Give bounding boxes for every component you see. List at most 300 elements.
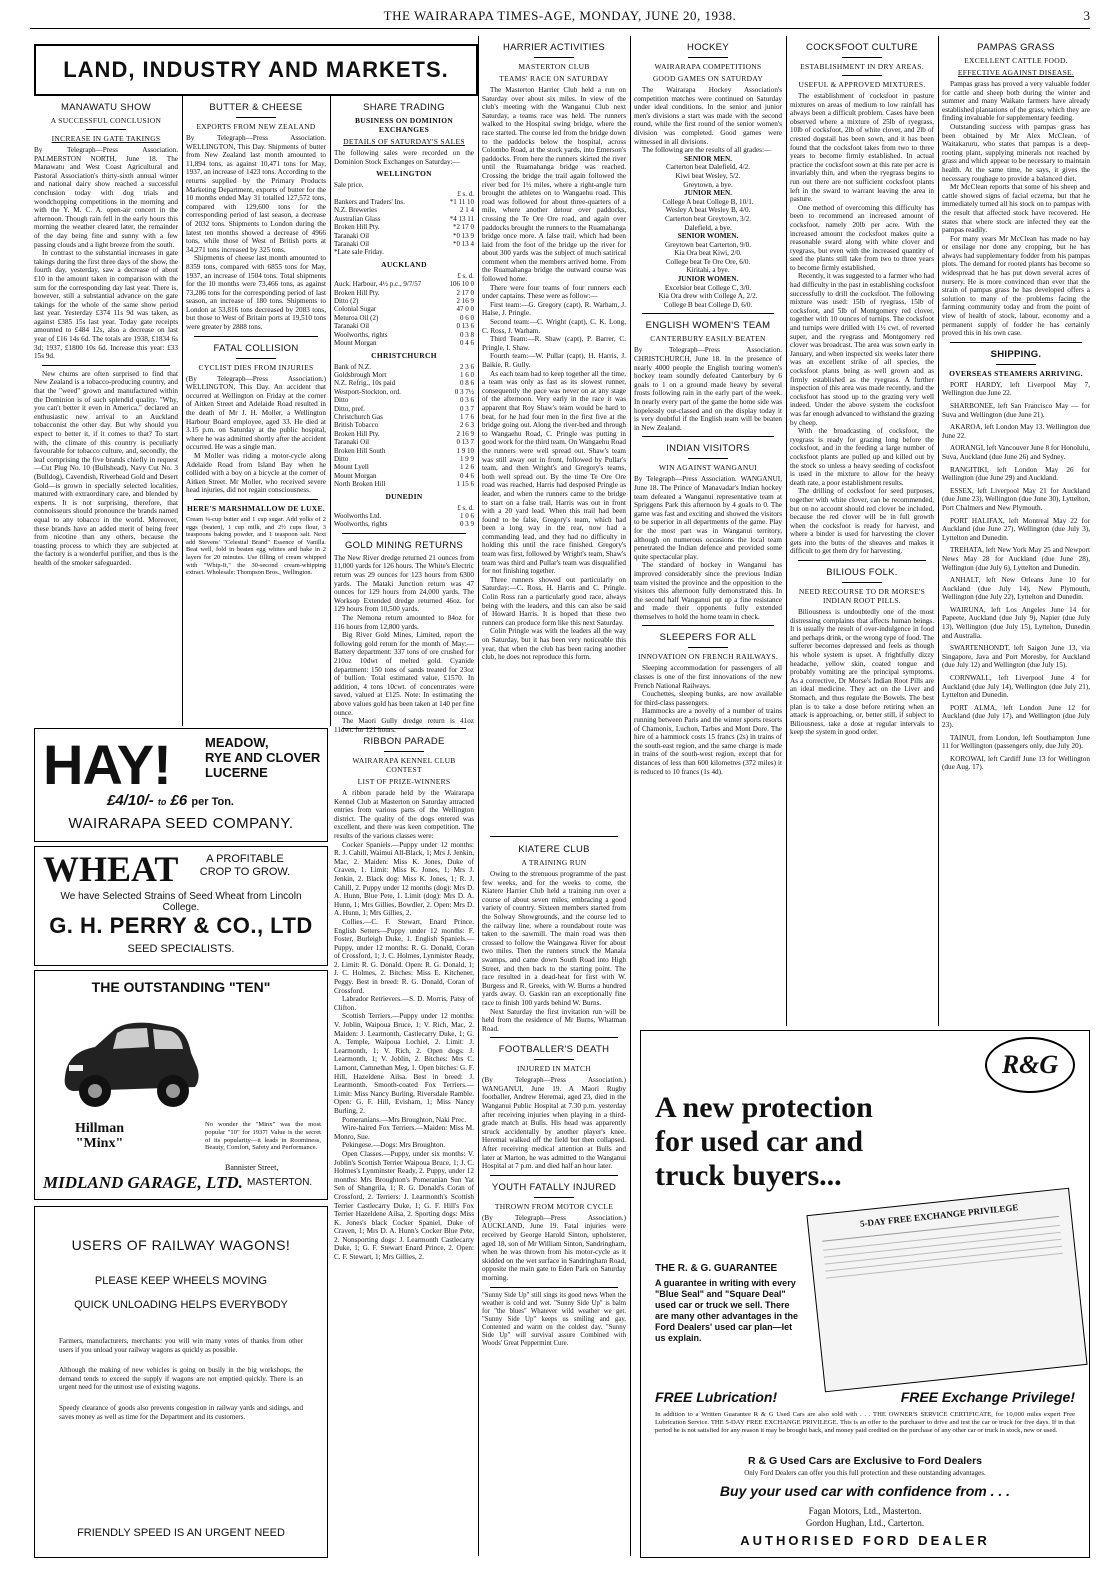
ad-line: A PROFITABLE — [206, 853, 284, 865]
share-price: £ s. d. — [457, 271, 474, 280]
subhead: OVERSEAS STEAMERS ARRIVING. — [949, 368, 1083, 378]
headline-line: truck buyers... — [655, 1159, 842, 1192]
share-table-dunedin — [334, 504, 474, 529]
result-line: Carterton beat Dalefield, 4/2. — [665, 163, 751, 172]
shipping-item: KOROWAI, left Cardiff June 13 for Wellington (due Aug. 17). — [942, 754, 1090, 772]
share-row — [334, 223, 474, 231]
share-name: Taranaki Oil — [334, 240, 370, 249]
paragraph: (By Telegraph—Press Association.) AUCKLAND, June 19. Fatal injuries were received by George Harold Sinton, upholsterer, aged 18, son of Mr William Sinton, Sandringham, when he was thrown from his motor-cycle as it skidded on the wet surface in Sandringham Road, opposite the main gate to Eden Park on Saturday morning. — [482, 1213, 626, 1282]
ad-railway-l1: PLEASE KEEP WHEELS MOVING — [94, 1275, 268, 1287]
share-price: 2 3 6 — [460, 362, 474, 371]
model-name: "Minx" — [75, 1136, 124, 1151]
column-rule — [330, 96, 331, 726]
share-name: Taranaki Oil — [334, 231, 370, 240]
divider — [842, 57, 882, 58]
share-row — [334, 339, 474, 347]
free-exchange: FREE Exchange Privilege! — [900, 1389, 1075, 1405]
subhead: BUSINESS ON DOMINION EXCHANGES — [354, 116, 454, 134]
headline: SHIPPING. — [990, 348, 1042, 360]
paragraph: Owing to the strenuous programme of the past few weeks, and for the weeks to come, the Kiatere Harrier Club held a training run over a course of about seven miles, embracing a good variety of country. Sixteen members started from the Solway Showgrounds, and the course led to the railway line, where a roundabout route was taken to the sawmill. The main road was then crossed to follow the Waingawa River for about two miles. Then the runners struck the Manaia swamps, and came down South Road into High Street, and then back to the starting point. The race resulted in a dead-heat for first with W. Burgess and R. Greeks, with W. Burns a hundred yards away. O. Gaskin ran an exceptionally fine race to finish 100 yards behind W. Burns. — [482, 870, 626, 1007]
ad-rg-buy: Buy your used car with confidence from . . . — [719, 1483, 1011, 1499]
share-row — [334, 289, 474, 297]
paragraph: Speedy clearance of goods also prevents congestion in railway yards and sidings, and saves money as well as time for the Department and its customers. — [59, 1403, 303, 1421]
share-row — [334, 305, 474, 313]
divider — [490, 1175, 618, 1176]
price-from: £4/10/- — [107, 792, 154, 809]
headline: GOLD MINING RETURNS — [344, 539, 464, 551]
share-row — [334, 504, 474, 512]
shipping-item: AKAROA, left London May 13. Wellington due June 22. — [942, 423, 1090, 440]
share-name: Meturoa Oil (2) — [334, 313, 379, 322]
share-name: Taranaki Oil — [334, 438, 370, 447]
result-line: SENIOR WOMEN. — [677, 232, 739, 241]
headline: HOCKEY — [687, 42, 729, 53]
share-row — [334, 280, 474, 288]
share-row — [334, 455, 474, 463]
ad-wheat-tag — [185, 853, 305, 879]
subhead: EFFECTIVE AGAINST DISEASE. — [957, 68, 1075, 77]
headline: MANAWATU SHOW — [60, 102, 152, 113]
paragraph: Labrador Retrievers.—S. D. Morris, Patsy of Clifton. — [334, 995, 474, 1012]
share-price: £ s. d. — [457, 503, 474, 512]
divider — [490, 836, 618, 837]
share-name: Broken Hill Pty. — [334, 223, 380, 232]
share-row — [334, 240, 474, 248]
share-price: *4 13 11 — [449, 214, 474, 223]
shipping-item: WAIRUNA, left Los Angeles June 14 for Papeete, Auckland (due July 9), Napier (due July 13), Wellington (due July 15), Lyttelton, Dunedin and Australia. — [942, 605, 1090, 640]
share-name: *Late sale Friday. — [334, 248, 384, 257]
paragraph: The Wairarapa Hockey Association's competition matches were continued on Saturday under ideal conditions. In the senior and junior men's divisions a start was made with the second round, while the first round of the senior women's division was completed. Good games were witnessed in all divisions. — [634, 86, 782, 146]
ad-wheat-company: G. H. PERRY & CO., LTD — [49, 913, 313, 938]
result-line: Kia Ora drew with College A, 2/2. — [658, 292, 758, 301]
divider — [86, 129, 126, 130]
share-row — [334, 438, 474, 446]
share-name: Woolworths, rights — [334, 330, 388, 339]
divider — [384, 751, 424, 752]
divider — [42, 365, 170, 366]
share-name: Mount Lyell — [334, 463, 369, 472]
article-ribbon-parade — [334, 728, 474, 1556]
column-rule — [182, 96, 183, 726]
subhead: EXPORTS FROM NEW ZEALAND — [196, 122, 316, 131]
headline: YOUTH FATALLY INJURED — [491, 1181, 617, 1193]
divider — [996, 364, 1036, 365]
share-name: Taranaki Oil — [334, 322, 370, 331]
result-line: Wesley A beat Wesley B, 4/0. — [665, 206, 751, 215]
share-row — [334, 388, 474, 396]
share-name: Mount Morgan — [334, 339, 377, 348]
paragraph: Cream ¼-cup butter and 1 cup sugar. Add yolks of 2 eggs (beaten), 1 cup milk, and 2½ cups flour, 3 teaspoons baking powder, and 1 teaspoon salt. Next add Stevens' "Celestial Brand" Essence of Vanilla. Beat well, fold in beaten egg whites and bake in 2 layers for 20 minutes. Use filling of cream whipped with "Whip-It," the 30-second cream-whipping extract. Wholesale: Thompson Bros., Wellington. — [186, 515, 326, 577]
rg-logo: R&G — [985, 1037, 1075, 1093]
divider — [490, 1037, 618, 1038]
subhead: INNOVATION ON FRENCH RAILWAYS. — [637, 652, 779, 662]
column-rule — [478, 36, 479, 1556]
paragraph: Recently, it was suggested to a farmer who had had difficulty in the past in establishing cocksfoot successfully to drill the cocksfoot. The following mixture was used: 15lb of ryegrass, 15lb of cocksfoot, and 5lb of Montgomery red clover, together with 10 ounces of turnips. The cocksfoot and turnips were drilled with 1½ cwt. of reverted super, and the ryegrass and Montgomery red clover was broadcast. The area was sown early in January, and when inspected six weeks later there was an excellent strike of all species, the cocksfoot plants being as well grown and as firmly established as the ryegrass. A further inspection of this area was made recently, and the cocksfoot has stood up to the grazing very well indeed. Under the above system the cocksfoot was far enough advanced to withstand the grazing by cheep. — [790, 272, 934, 427]
result-line: JUNIOR WOMEN. — [677, 275, 739, 284]
subhead: ESTABLISHMENT IN DRY AREAS. — [800, 62, 924, 71]
share-name: Bankers and Traders' Ins. — [334, 198, 405, 206]
ad-rg-dealers — [641, 1505, 1089, 1529]
section-banner: LAND, INDUSTRY AND MARKETS. — [34, 44, 478, 96]
paragraph: Couchettes, sleeping bunks, are now available for third-class passengers. — [634, 690, 782, 707]
paragraph: By Telegraph—Press Association. WELLINGTON, This Day. Shipments of butter from New Zealand last month amounted to 11,894 tons, as against 10,471 tons for May, 1937, an increase of 1423 tons. According to the returns supplied by the Primary Products Marketing Department, exports of butter for the 10 months ended May 31 totalled 127,572 tons, compared with 129,600 tons for the corresponding period of last season, a decrease of 2032 tons. Shipments to London during the latest ten months showed a decrease of 4966 tons, while those of West of British ports at 34,271 tons increased by 325 tons. — [186, 134, 326, 254]
shipping-item: SHARBONEE, left San Francisco May — for Suva and Wellington (due June 21). — [942, 402, 1090, 419]
paragraph: (By Telegraph—Press Association.) WELLINGTON, This Day. An accident that occurred at Wellington on Friday at the corner of Aitken Street and Adelaide Road resulted in the death of Mr J. H. Moller, a Wellington Harbour Board employee, aged 33. He died at 3.15 p.m. on Saturday at the public hospital, where he was admitted shortly after the accident occurred. He was a single man. — [186, 374, 326, 452]
shipping-list — [942, 381, 1090, 772]
divider — [798, 560, 926, 561]
ad-rg-ford — [640, 1030, 1090, 1558]
ad-hay-lines — [205, 735, 325, 780]
share-table-christchurch — [334, 363, 474, 489]
exchange-heading: AUCKLAND — [381, 259, 427, 269]
headline: KIATERE CLUB — [518, 844, 590, 855]
paragraph: By Telegraph—Press Association. PALMERSTON NORTH, June 18. The Manawatu and West Coast Agricultural and Pastoral Association's thirty-sixth annual winter and national dairy show reached a successful conclusion today with dog trials and woodchopping competitions in the morning and with the Y. M. C. A. open-air concert in the afternoon. Though rain fell in the early hours this morning the weather cleared later, the remainder of the day being fine and sunny with a few passing clouds and a light breeze from the south. — [34, 146, 178, 249]
divider — [688, 458, 728, 459]
shipping-item: ANHALT, left New Orleans June 10 for Auckland (due July 14), New Plymouth, Wellington (due July 22), Lyttelton and Dunedin. — [942, 576, 1090, 602]
share-name — [334, 504, 441, 512]
guarantee-text: A guarantee in writing with every "Blue Seal" and "Square Deal" used car or truck we sell. There are many other advantages in the Ford Dealers' used car plan—let us explain. — [655, 1278, 799, 1343]
ad-hay-big: HAY! — [43, 733, 171, 796]
share-price: 1 15 6 — [456, 480, 474, 489]
share-price: *0 13 4 — [453, 240, 474, 249]
paragraph: Biliousness is undoubtedly one of the most distressing complaints that affects human beings. It is usually the result of over-indulgence in food and perhaps drink, or the wrong type of food. The sufferer becomes depressed and feels as though his whole system is upset. A frightfully dizzy headache, yellow skin, coated tongue and probably vomiting are the principal symptoms. As a corrective, Dr Morse's Indian Root Pills are an ideal medicine. They act on the Liver and Stomach, and thus regulate the Bowels. The best plan is to take a dose before retiring when an attack is approaching, or, better still, if subject to Biliousness, take a dose at regular intervals to keep the system in good order. — [790, 608, 934, 737]
price-per: per Ton. — [191, 796, 234, 808]
divider — [194, 336, 318, 337]
ad-line: CROP TO GROW. — [199, 866, 291, 878]
share-name: Christchurch Gas — [334, 412, 383, 421]
ad-hillman-head: THE OUTSTANDING "TEN" — [91, 979, 271, 995]
share-name: Australian Glass — [334, 214, 381, 223]
paragraph: (By Telegraph—Press Association.) WANGANUI, June 19. A Maori Rugby footballer, Andrew Heremai, aged 23, died in the Wanganui Public Hospital at 7.30 p.m. yesterday after receiving injuries when playing in a third-grade match at Bulls. His head was apparently struck accidentally by another player's knee. Heremai walked off the field but then collapsed. After receiving medical attention at Bulls and later at Marton, he was admitted to the Wanganui Hospital at 7 p.m. and died half an hour later. — [482, 1076, 626, 1171]
ad-rg-small: In addition to a Written Guarantee R & G Used Cars are also sold with . . . THE OWNER'S SERVICE CERTIFICATE, for 10,000 miles expert Free Lubrication Service. THE 5-DAY FREE EXCHANGE PRIVILEGE. This is an offer to the purchaser to drive and test the car or truck for five days. If in that period he is not satisfied for any reason it may be brought back, and money paid credited on the purchase of any other car or truck in stock, new or used. — [655, 1411, 1075, 1434]
dealer: Fagan Motors, Ltd., Masterton. — [808, 1506, 922, 1516]
headline: COCKSFOOT CULTURE — [806, 42, 918, 53]
share-price: 0 3 7½ — [454, 387, 474, 396]
divider — [236, 358, 276, 359]
share-row — [334, 430, 474, 438]
share-price: 0 13 7 — [456, 438, 474, 447]
car-illustration — [55, 1007, 205, 1117]
share-row — [334, 421, 474, 429]
paragraph: Pekingese.—Dogs: Mrs Broughton. — [342, 1141, 446, 1150]
share-name: Ditto — [334, 396, 349, 405]
paragraph: Colin Pringle was with the leaders all the way on Saturday, but it has been very noticeable this year, that when the club has been racing another club, he does not reproduce this form. — [482, 627, 626, 662]
paragraph: The establishment of cocksfoot in pasture mixtures on areas of medium to low rainfall has always been a difficult problem. Cases have been observed where a mixture of 25lb of ryegrass, 10lb of cocksfoot, 2lb of white clover, and 2lb of crested dogstail has been sown, and it has been found that the cocksfoot takes from two to three years to become firmly established. In actual practice the cocksfoot sown at this rate per acre is invariably thin, and when the ryegrass begins to run out there are not sufficient cocksfoot plants left in the sward to warrant leaving the area in pasture. — [790, 92, 934, 204]
guarantee-head: THE R. & G. GUARANTEE — [655, 1263, 778, 1274]
share-row — [334, 363, 474, 371]
subhead: A TRAINING RUN — [521, 858, 587, 867]
headline: ENGLISH WOMEN'S TEAM — [645, 320, 771, 332]
ad-railway-foot: FRIENDLY SPEED IS AN URGENT NEED — [77, 1527, 285, 1539]
exchange-heading: DUNEDIN — [385, 491, 423, 501]
share-price: 0 3 9 — [460, 520, 474, 529]
subhead: EXCELLENT CATTLE FOOD. — [964, 56, 1068, 65]
share-row — [334, 447, 474, 455]
ad-hillman-address: Bannister Street, — [225, 1163, 279, 1172]
ad-hillman-company: MIDLAND GARAGE, LTD. — [43, 1173, 243, 1192]
paragraph: Next Saturday the first invitation run will be held from the residence of Mr Burns, Whatman Road. — [482, 1007, 626, 1033]
headline: SLEEPERS FOR ALL — [659, 632, 757, 644]
paragraph: A ribbon parade held by the Wairarapa Kennel Club at Masterton on Saturday attracted entries from various parts of the Wellington district. The quality of the dogs entered was excellent, and there was keen competition. The results of the various classes were: — [334, 789, 474, 840]
ad-hay-company: WAIRARAPA SEED COMPANY. — [68, 815, 294, 832]
share-price: *0 13 9 — [453, 231, 474, 240]
headline: RIBBON PARADE — [363, 736, 445, 747]
column-rule — [938, 36, 939, 1026]
paragraph: By Telegraph—Press Association. CHRISTCHURCH, June 18. In the presence of nearly 4000 people the English touring women's hockey team soundly defeated Canterbury by 6 goals to 1 on a ground made heavy by several frosts following rain in the early part of the week. In nearly every part of the game the home side was hopelessly out-classed and on the display today it is very doubtful if the English team will be beaten in New Zealand. — [634, 346, 782, 432]
ad-hillman — [34, 970, 328, 1200]
ad-rg-exclusive: R & G Used Cars are Exclusive to Ford Dealers — [747, 1455, 982, 1467]
share-name: Westport-Stockton, ord. — [334, 387, 401, 396]
subhead: DETAILS OF SATURDAY'S SALES — [343, 137, 465, 146]
result-line: Greytown beat Carterton, 9/0. — [664, 240, 752, 249]
paragraph: Collies.—C. F. Stewart, Enard Prince. English Setters—Puppy under 12 months: F. Foster, Burleigh Duke, 1. English Spaniels.—Puppy, under 12 months: R. G. Donald, Coran of Crossford, 1; J. C. Holmes, Lynmister Ready, 2. Limit: R. G. Donald. Open: R. G. Donald, 1; J. C. Holmes, 2. Bitches: Miss E. Kitchener, Peggy. Best in breed: R. G. Donald, Coran of Crossford. — [334, 917, 474, 995]
subhead: A SUCCESSFUL CONCLUSION — [50, 116, 162, 125]
shipping-item: PORT HALIFAX, left Montreal May 22 for Auckland (due June 27), Wellington (due July 3), Lyttelton and Dunedin. — [942, 516, 1090, 542]
result-line: SENIOR MEN. — [684, 154, 732, 163]
shipping-item: PORT ALMA, left London June 12 for Auckland (due July 17), and Wellington (due July 23). — [942, 703, 1090, 729]
share-price: 0 4 6 — [460, 471, 474, 480]
paragraph: The New River dredge returned 21 ounces from 11,000 yards for 126 hours. The White's Electric return was 29 ounces for 123 hours from 6300 yards. The Mataki Junction return was 47 ounces for 129 hours from 24,000 yards. The Worksop Extended dredge returned 46oz. for 129 hours from 10,500 yards. — [334, 553, 474, 614]
article-hockey — [634, 36, 782, 1026]
subhead: WIN AGAINST WANGANUI — [658, 463, 758, 473]
share-price: 106 10 0 — [449, 280, 474, 289]
result-line: College A beat College B, 10/1. — [662, 197, 754, 206]
share-table-auckland — [334, 272, 474, 348]
paragraph: The standard of hockey in Wanganui has improved considerably since the previous Indian team visited the province and the opposition to the visitors this afternoon fully demonstrated this. In the second half Wanganui put up a fine resistance and made their opponents fully extended themselves to hold the home team in check. — [634, 561, 782, 621]
paragraph: The following sales were recorded on the Dominion Stock Exchanges on Saturday:— — [334, 149, 474, 166]
share-price: 2 16 9 — [456, 429, 474, 438]
masthead — [30, 6, 1090, 29]
share-name: Ditto (2) — [334, 297, 359, 306]
subhead: WAIRARAPA KENNEL CLUB CONTEST — [352, 756, 456, 774]
subhead: INCREASE IN GATE TAKINGS — [51, 134, 161, 143]
share-row — [334, 181, 474, 189]
ad-hillman-model — [75, 1121, 124, 1151]
ad-railway — [34, 1206, 328, 1558]
model-name: Hillman — [75, 1121, 125, 1136]
subhead: THROWN FROM MOTOR CYCLE — [494, 1201, 614, 1211]
ad-wheat-line: We have Selected Strains of Seed Wheat from Lincoln College. — [60, 891, 302, 913]
results-list — [634, 155, 782, 310]
share-price: 2 6 3 — [460, 421, 474, 430]
paragraph: Big River Gold Mines, Limited, report the following gold return for the month of May:—Battery department: 337 tons of ore crushed for 210oz 10dwt of melted gold. Cyanide department: 150 tons of sands treated for 23oz of bullion. Total estimated value, £1570. In addition, 4 tons 10cwt. of concentrates were saved, valued at £125. Note: In estimating the above values gold has been taken at 140 per fine ounce. — [334, 631, 474, 717]
ad-railway-l2: QUICK UNLOADING HELPS EVERYBODY — [74, 1299, 288, 1311]
subhead: MASTERTON CLUB — [518, 62, 590, 71]
share-price: 0 3 8 — [460, 330, 474, 339]
ad-hay — [34, 728, 328, 842]
share-price: 1 7 6 — [460, 412, 474, 421]
result-line: Greytown, a bye. — [683, 180, 733, 189]
paragraph: For many years Mr McClean has made no hay or ensilage nor done any cropping, but he has always had supplementary fodder from his pampas plots. The demand for rooted plants has become so widespread that he has put down several acres of nursery. He is more convinced than ever that the strain of pampas grass he has developed offers a solution to many of the problems facing the farming community today and from the point of view of health of stock, labour, economy and a permanent supply of fodder he has certainly proved this in his own case. — [942, 234, 1090, 338]
result-line: JUNIOR MEN. — [684, 189, 732, 198]
paragraph: The Masterton Harrier Club held a run on Saturday over about six miles. In view of the club's meeting with the Wanganui Club next Saturday, a teams race was held. The runners walked to the Hospital swing bridge, where the race started. The course led from the bridge down to the paddocks below the hospital, across Colombo Road, at the stock yards, into Emerson's paddocks. From here the runners skirted the river until the Ruamahanga bridge was reached. Crossing the bridge the trail again followed the river bed for 1½ miles, where a right-angle turn brought the athletes on to Wangaehu road. This road was followed for about three-quarters of a mile, where another detour over paddocks, crossing the Te Ore Ore road, and again over paddocks brought the runners to the Ruamahanga bridge once more. A false trail, which had been laid from the foot of the bridge up the river for about 300 yards was the subject of much satirical comment when the members arrived home. From the Ruamahanga bridge the outward course was followed home. — [482, 86, 626, 284]
shipping-item: AORANGI, left Vancouver June 8 for Honolulu, Suva, Auckland (due June 26) and Sydney. — [942, 444, 1090, 461]
divider — [534, 1197, 574, 1198]
share-row — [334, 314, 474, 322]
shipping-item: PORT HARDY, left Liverpool May 7, Wellington due June 22. — [942, 380, 1090, 398]
share-price: *2 17 0 — [453, 223, 474, 232]
share-row — [334, 379, 474, 387]
subhead: LIST OF PRIZE-WINNERS — [357, 777, 451, 786]
headline: HARRIER ACTIVITIES — [502, 42, 605, 53]
headline: INDIAN VISITORS — [666, 443, 750, 455]
ad-rg-headline — [655, 1091, 873, 1193]
paragraph: Although the making of new vehicles is going on busily in the big workshops, the demand tends to exceed the supply if wagons are not emptied quickly. There is an urgent need for the utmost use of existing wagons. — [59, 1366, 303, 1392]
paragraph: Sleeping accommodation for passengers of all classes is one of the first innovations of the new French National Railways. — [634, 664, 782, 690]
share-name: British Tobacco — [334, 421, 379, 430]
divider — [534, 57, 574, 58]
paragraph: Third Team:—R. Shaw (capt), P. Barrer, C. Pringle, I. Shaw. — [482, 335, 626, 352]
dealer: Gordon Hughan, Ltd., Carterton. — [805, 1518, 925, 1528]
share-price: 0 3 7 — [460, 404, 474, 413]
shipping-item: TREHATA, left New York May 25 and Newport News May 28 for Auckland (due June 28), Wellington (due July 6), Lyttelton and Dunedin. — [942, 546, 1090, 572]
divider — [842, 582, 882, 583]
share-price: 2 1 4 — [460, 206, 474, 215]
share-price: 0 4 6 — [460, 339, 474, 348]
ad-line: LUCERNE — [205, 765, 268, 780]
share-name: Bank of N.Z. — [334, 362, 371, 371]
share-table-wellington — [334, 181, 474, 257]
share-name: Broken Hill Pty. — [334, 429, 380, 438]
share-name: Woolworths, rights — [334, 520, 388, 529]
share-name: N.Z. Breweries — [334, 206, 377, 215]
paragraph: Three runners showed out particularly on Saturday:—C. Ross, H. Harris and C. Pringle. Colin Ross ran a particularly good race, always being with the leaders, and this can also be said of Howard Harris. It is hoped that these two runners can produce form like this next Saturday. — [482, 575, 626, 627]
subhead: WAIRARAPA COMPETITIONS — [654, 62, 762, 71]
guarantee-block — [655, 1263, 805, 1344]
paragraph: The Nemona return amounted to 84oz for 116 hours from 12,800 yards. — [334, 613, 474, 631]
article-share-trading — [334, 96, 474, 734]
ad-line: MEADOW, — [205, 735, 269, 750]
share-row — [334, 297, 474, 305]
share-price: 1 2 6 — [460, 463, 474, 472]
divider — [950, 342, 1082, 343]
free-offers — [655, 1389, 1075, 1405]
divider — [342, 533, 466, 534]
result-line: Kia Ora beat Kiwi, 2/0. — [674, 249, 742, 258]
subhead: TEAMS' RACE ON SATURDAY — [499, 74, 609, 83]
share-price: 0 3 6 — [460, 396, 474, 405]
paragraph: New chums are often surprised to find that New Zealand is a tobacco-producing country, and that the "weed" grown and manufactured within the Dominion is of such splendid quality. "Why, you can't better it even in America," declared an enthusiastic new arrival to an Auckland tobacconist the other day. But why should you expect to better it, if it comes to that? To start with, the climate of this country is peculiarly favourable for tobacco culture, and, secondly, the leaf comprising the five brands chiefly in request—Cut Plug No. 10 (Bullshead), Navy Cut No. 3 (Bulldog), Cavendish, Riverhead Gold and Desert Gold—is grown in specially selected localities, matured with extraordinary care, and blended by experts. It is not surprising, therefore, that connoisseurs should pronounce the brands named equal to any tobacco in the world. Moreover, these brands have an added merit of being freer from nicotine than any others, because the toasting process to which they are subjected at the factory is a wonderful purifier, and thus is the health of the smoker safeguarded. — [34, 369, 178, 567]
share-price: *1 11 10 — [449, 198, 474, 206]
subhead: CYCLIST DIES FROM INJURIES — [198, 362, 314, 372]
share-name: Woolworths Ltd. — [334, 512, 382, 520]
share-row — [334, 413, 474, 421]
column-rule — [786, 36, 787, 1026]
share-price: 2 16 9 — [456, 297, 474, 306]
paragraph: Wire-haired Fox Terriers.—Maiden: Miss M. Monro, Sue. — [334, 1124, 474, 1141]
subhead: CANTERBURY EASILY BEATEN — [650, 334, 766, 344]
subhead: NEED RECOURSE TO DR MORSE'S INDIAN ROOT PILLS. — [798, 587, 926, 606]
ad-rg-authorised: AUTHORISED FORD DEALER — [740, 1533, 990, 1548]
share-row — [334, 480, 474, 488]
share-row — [334, 198, 474, 206]
share-row — [334, 248, 474, 256]
ad-line: RYE AND CLOVER — [205, 750, 321, 765]
share-name: Colonial Sugar — [334, 305, 377, 314]
share-row — [334, 472, 474, 480]
share-name: Ditto, pref. — [334, 404, 365, 413]
share-price: 1 9 10 — [456, 446, 474, 455]
certificate-illustration — [806, 1188, 1087, 1393]
ad-hillman-blurb: No wonder the "Minx" was the most popular "10" for 1937! Value is the secret of its popularity—it leads in Roominess, Beauty, Comfort, Safety and Performance. — [205, 1121, 321, 1152]
paragraph: Mr McClean reports that some of his sheep and cattle showed signs of facial eczema, but that he immediately turned all his stock on to pampas with the result that affected stock have recovered. He states that where stock are infected they eat the pampas readily. — [942, 183, 1090, 235]
divider — [688, 647, 728, 648]
price-end: £6 — [170, 792, 188, 809]
ad-wheat — [34, 846, 328, 966]
paragraph: Hammocks are a novelty of a number of trains running between Paris and the winter sports resorts of Chamonix, Luchon, Tarbes and Mont Dore. The hire of a hammock costs 15 francs (2s) in trains of the south-east region, and the same charge is made in trains of the south-west region, except that for distances of less than 600 kilometres (372 miles) it is reduced to 10 francs (1s 4d). — [634, 707, 782, 776]
share-price: 0 6 0 — [460, 313, 474, 322]
ad-rg-exclusive-2: Only Ford Dealers can offer you this full protection and these outstanding advantages. — [744, 1469, 986, 1477]
subhead: INJURED IN MATCH — [517, 1064, 591, 1074]
share-row — [334, 322, 474, 330]
share-row — [334, 520, 474, 528]
share-name: Broken Hill South — [334, 446, 386, 455]
headline: FOOTBALLER'S DEATH — [498, 1044, 610, 1056]
headline: HERE'S MARSHMALLOW DE LUXE. — [187, 503, 325, 513]
share-row — [334, 206, 474, 214]
paragraph: Farmers, manufacturers, merchants: you will win many votes of thanks from other users if you unload your railway wagons as quickly as possible. — [59, 1337, 303, 1354]
ad-hillman-town: MASTERTON. — [247, 1177, 313, 1188]
divider — [194, 499, 318, 500]
share-price: 0 13 6 — [456, 322, 474, 331]
share-name: Ditto — [334, 454, 349, 463]
divider — [342, 728, 466, 729]
share-name: Goldsbrough Mort — [334, 370, 387, 379]
divider — [688, 57, 728, 58]
share-name: Sale price. — [334, 181, 364, 190]
divider — [642, 625, 774, 626]
ad-wheat-sub: SEED SPECIALISTS. — [127, 943, 235, 955]
paragraph: Open Classes.—Puppy, under six months: V. Joblin's Scottish Terrier Waipoua Bruce, 1; J. C. Holmes's Lynminster Ready, 2. Puppy, under 12 months: Mrs Broughton's Pomeranian Sun Yat Sen of Shangrila, 1; R. G. Donald's Coran of Crossford, 2. Terriers: J. Learmonth's Scottish Terrier Castlecarry Duke, 1; G. F. Hill's Fox Terrier Hazeldene Ailsa, 2. Sporting dogs: Miss K. Jones's black Cocker Spaniel, Duke of Craven, 1; Mrs D. A. Hunn's Cocker Blue Pete, 2. Nonsporting dogs: J. Learmonth Castlecarry Duke, 1; G. F. Stewart Enard Prince, 2. Open: C. F. Stewart, 1; Mrs Gillies, 2. — [334, 1149, 474, 1262]
shipping-item: CORNWALL, left Liverpool June 4 for Auckland (due July 14), Wellington (due July 21), Lyttelton and Dunedin. — [942, 674, 1090, 700]
paragraph: Pomeranians.—Mrs Broughton, Naki Prec. — [342, 1115, 467, 1124]
column-rule — [630, 36, 631, 1556]
paragraph: The following are the results of all grades:— — [642, 146, 772, 155]
price-to: to — [157, 797, 167, 807]
headline-line: A new protection — [655, 1091, 873, 1124]
ad-railway-head: USERS OF RAILWAY WAGONS! — [71, 1237, 291, 1253]
subhead: USEFUL & APPROVED MIXTURES. — [798, 80, 926, 89]
divider — [490, 1287, 618, 1288]
masthead-title: THE WAIRARAPA TIMES-AGE, MONDAY, JUNE 20, 1938. — [383, 8, 737, 23]
ad-hay-price — [107, 792, 234, 809]
paragraph: By Telegraph—Press Association. WANGANUI, June 18. The Prince of Manavadar's Indian hockey team defeated a Wanganui representative team at Spriggens Park this afternoon by 4 goals to 0. The game was fast and exciting and showed the visitors to be superior in all departments of the game. Play for the most part was in Wanganui territory, although on numerous occasions the local team penetrated the Indian defence and provided some quite spectacular play. — [634, 475, 782, 561]
shipping-item: TAINUI, from London, left Southampton June 11 for Wellington (passengers only, due July 20). — [942, 733, 1090, 751]
share-price: 47 0 0 — [456, 305, 474, 314]
result-line: Kiritahi, a bye. — [686, 266, 730, 275]
paragraph: One method of overcoming this difficulty has been to recommend an increased amount of cocksfoot, namely 20lb per acre. With the increased amount the cocksfoot makes quite a reasonable sward along with white clover and ryegrass, but even with the increased quantity of seed the plants still take from two to three years to become firmly established. — [790, 203, 934, 272]
article-cocksfoot — [790, 36, 934, 1026]
divider — [642, 436, 774, 437]
share-row — [334, 512, 474, 520]
headline: BILIOUS FOLK. — [826, 567, 898, 579]
share-row — [334, 405, 474, 413]
paragraph: M Moller was riding a motor-cycle along Adelaide Road from Island Bay when he collided with a boy on a bicycle at the corner of Aitken Street. Mr Moller, who received severe head injuries, did not regain consciousness. — [186, 452, 326, 495]
share-name: N.Z. Refrig., 10s paid — [334, 379, 396, 388]
headline: BUTTER & CHEESE — [209, 102, 303, 113]
article-butter-cheese — [186, 96, 326, 724]
exchange-heading: CHRISTCHURCH — [371, 350, 437, 360]
ad-railway-body — [59, 1337, 303, 1421]
shipping-item: SWARTENHONDT, left Saigon June 13, via Singapore, Java and Port Moresby, for Auckland (due July 12) and Wellington (due July 15). — [942, 644, 1090, 670]
paragraph: Outstanding success with pampas grass has been obtained by Mr Alex McClean, of Waitakaruru, who states that pampas is a deep-rooting plant, supplying minerals not reached by grass and which appear to be necessary to maintain health. At the same time, he says, it gives the necessary roughage to provide a balanced diet. — [942, 122, 1090, 183]
ad-wheat-big: WHEAT — [43, 849, 179, 889]
result-line: College B beat College D, 6/0. — [663, 300, 753, 309]
headline: SHARE TRADING — [363, 102, 445, 113]
divider — [642, 313, 774, 314]
share-row — [334, 190, 474, 198]
free-lubrication: FREE Lubrication! — [655, 1389, 778, 1405]
